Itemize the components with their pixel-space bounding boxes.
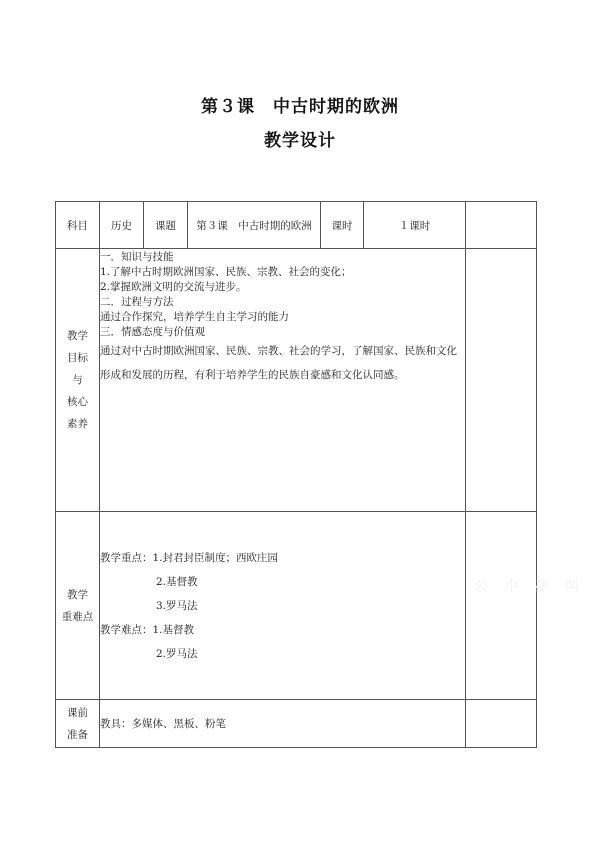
goals-line: 通过合作探究，培养学生自主学习的能力 — [100, 311, 289, 323]
header-row — [56, 202, 537, 249]
subject-label: 科目 — [56, 202, 100, 249]
lesson-number: 第３课 — [201, 97, 255, 117]
prep-row — [56, 700, 537, 748]
key-point-line: 3.罗马法 — [156, 599, 198, 612]
goals-paragraph: 通过对中古时期欧洲国家、民族、宗教、社会的学习，了解国家、民族和文化形成和发展的历程，有利于培养学生的民族自豪感和文化认同感。 — [100, 345, 457, 381]
prep-empty-cell — [466, 700, 537, 748]
difficult-point-line: 教学难点：1.基督教 — [100, 623, 195, 636]
period-value: １课时 — [364, 202, 466, 249]
goals-empty-cell — [466, 249, 537, 512]
goals-line: 三．情感态度与价值观 — [100, 326, 205, 338]
key-point-line: 2.基督教 — [156, 575, 198, 588]
prep-label: 课前 准备 — [56, 700, 100, 748]
page-subtitle: 教学设计 — [264, 131, 336, 151]
lesson-name: 中古时期的欧洲 — [273, 97, 399, 117]
goals-line: 一．知识与技能 — [100, 251, 174, 263]
watermark: 公 中 夢 叫 — [474, 579, 586, 595]
prep-content: 教具：多媒体、黑板、粉笔 — [100, 700, 466, 748]
goals-row — [56, 249, 537, 512]
focus-content — [100, 512, 466, 700]
topic-label: 课题 — [144, 202, 188, 249]
difficult-point-line: 2.罗马法 — [156, 647, 198, 660]
period-label: 课时 — [321, 202, 364, 249]
lesson-plan-table — [55, 201, 537, 748]
focus-row — [56, 512, 537, 700]
header-empty-cell — [466, 202, 537, 249]
topic-value: 第３课 中古时期的欧洲 — [188, 202, 321, 249]
goals-line: 2.掌握欧洲文明的交流与进步。 — [100, 281, 247, 293]
key-point-line: 教学重点：1.封君封臣制度；西欧庄园 — [100, 551, 279, 564]
focus-label: 教学 重难点 — [56, 512, 100, 700]
goals-line: 二．过程与方法 — [100, 296, 174, 308]
goals-label: 教学 目标 与 核心 素养 — [56, 249, 100, 512]
goals-content — [100, 249, 466, 512]
page-title — [0, 92, 600, 117]
subject-value: 历史 — [100, 202, 144, 249]
goals-line: 1.了解中古时期欧洲国家、民族、宗教、社会的变化； — [100, 266, 352, 278]
focus-empty-cell — [466, 512, 537, 700]
